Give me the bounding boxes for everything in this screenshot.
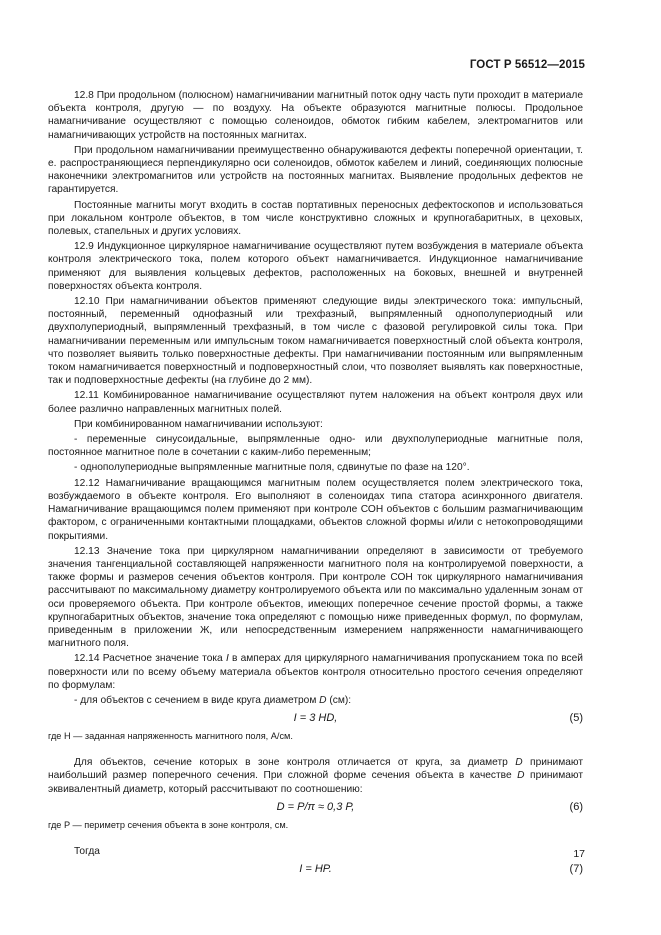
list-item-circle-section: - для объектов с сечением в виде круга диаметром D (см): bbox=[74, 694, 352, 706]
paragraph-combined-intro: При комбинированном намагничивании используют: bbox=[74, 418, 323, 430]
paragraph-12-14: 12.14 Расчетное значение тока I в амперах для циркулярного намагничивания пропусканием тока по всей поверхности или по всему объему материала объектов контроля относительно простого сечения определяют по формулам: bbox=[48, 653, 583, 691]
formula-6 bbox=[48, 801, 583, 817]
document-code: ГОСТ Р 56512—2015 bbox=[469, 59, 585, 71]
document-body bbox=[48, 89, 583, 881]
list-item-sinusoidal: - переменные синусоидальные, выпрямленные одно- или двухполупериодные магнитные поля, постоянное магнитное поле в сочетании с каким-либо переменным; bbox=[48, 434, 583, 459]
formula-5-expression: I = 3 HD, bbox=[293, 712, 338, 725]
paragraph-permanent-magnets: Постоянные магниты могут входить в состав портативных переносных дефектоскопов и использоваться при локальном контроле объектов, в том числе конструктивно сложных и крупногабаритных, в цеховых, полевых, стапельных и других условиях. bbox=[48, 199, 583, 238]
page-number: 17 bbox=[573, 848, 585, 860]
formula-7-expression: I = HP. bbox=[299, 862, 332, 875]
formula-7-number: (7) bbox=[569, 862, 583, 875]
formula-7 bbox=[48, 863, 583, 879]
formula-5-number: (5) bbox=[569, 712, 583, 725]
paragraph-12-13: 12.13 Значение тока при циркулярном намагничивании определяют в зависимости от требуемого значения тангенциальной составляющей напряженности магнитного поля на контролируемой поверхности, а также формы и размеров сечения объектов контроля. При контроле СОН ток циркулярного намагничивания рассчитывают по максимальному диаметру контролируемого объекта или по максимально удаленным зонам от оси проверяемого объекта. При контроле объектов, имеющих поперечное сечение простой формы, а также крупногабаритных объектов, значение тока определяют с помощью ниже приведенных формул, по формулам, приведенным в приложении Ж, или непосредственным измерением напряженности намагничивающего магнитного поля. bbox=[48, 545, 583, 650]
paragraph-12-10: 12.10 При намагничивании объектов применяют следующие виды электрического тока: импульсный, постоянный, переменный однофазный или трехфазный, выпрямленный однополупериодный или двухполупериодный, выпрямленный трехфазный, в том числе с фазовой регулировкой силы тока. При намагничивании переменным или импульсным током намагничивается поверхностный слой объекта контроля, что позволяет выявить только поверхностные дефекты. При намагничивании постоянным или выпрямленным током намагничивается поверхностный и подповерхностный слои, что позволяет выявлять как поверхностные, так и подповерхностные дефекты (на глубине до 2 мм). bbox=[48, 296, 583, 387]
list-item-half-wave: - однополупериодные выпрямленные магнитные поля, сдвинутые по фазе на 120°. bbox=[74, 462, 470, 474]
paragraph-12-11: 12.11 Комбинированное намагничивание осуществляют путем наложения на объект контроля двух или более различно направленных магнитных полей. bbox=[48, 390, 583, 415]
paragraph-then: Тогда bbox=[74, 845, 100, 857]
paragraph-12-8: 12.8 При продольном (полюсном) намагничивании магнитный поток одну часть пути проходит в материале объекта контроля, другую — по воздуху. На объекте образуются магнитные полюсы. Продольное намагничивание осуществляют с помощью соленоидов, обмоток гибким кабелем, электромагнитов или намагничивающих устройств на постоянных магнитах. bbox=[48, 90, 583, 141]
paragraph-longitudinal-defects: При продольном намагничивании преимущественно обнаруживаются дефекты поперечной ориентации, т. е. распространяющиеся перпендикулярно оси соленоидов, обмоток кабелем и линий, соединяющих полюсные наконечники электромагнитов или устройств на постоянных магнитах. Выявление продольных дефектов не гарантируется. bbox=[48, 144, 583, 196]
formula-6-note: где P — периметр сечения объекта в зоне контроля, см. bbox=[48, 819, 289, 830]
formula-5-note: где H — заданная напряженность магнитного поля, А/см. bbox=[48, 731, 293, 742]
formula-5 bbox=[48, 712, 583, 728]
formula-6-number: (6) bbox=[569, 800, 583, 813]
paragraph-12-12: 12.12 Намагничивание вращающимся магнитным полем осуществляется полем электрического тока, возбуждаемого в объекте контроля. Его выполняют в соленоидах типа статора асинхронного двигателя. Намагничивание вращающимся полем применяют при контроле СОН объектов с большим размагничивающим фактором, с ограниченными контактными площадками, объектов сложной формы и/или с нетокопроводящими покрытиями. bbox=[48, 477, 583, 542]
paragraph-equivalent-diameter: Для объектов, сечение которых в зоне контроля отличается от круга, за диаметр D принимают наибольший размер поперечного сечения. При сложной форме сечения объекта в качестве D принимают эквивалентный диаметр, который рассчитывают по соотношению: bbox=[48, 757, 583, 795]
formula-6-expression: D = P/π ≈ 0,3 P, bbox=[276, 800, 355, 813]
paragraph-12-9: 12.9 Индукционное циркулярное намагничивание осуществляют путем возбуждения в материале объекта контроля электрического тока, полем которого объект намагничивается. Индукционное намагничивание применяют для выявления кольцевых дефектов, расположенных на боковых, внешней и внутренней поверхностях объекта контроля. bbox=[48, 241, 583, 292]
